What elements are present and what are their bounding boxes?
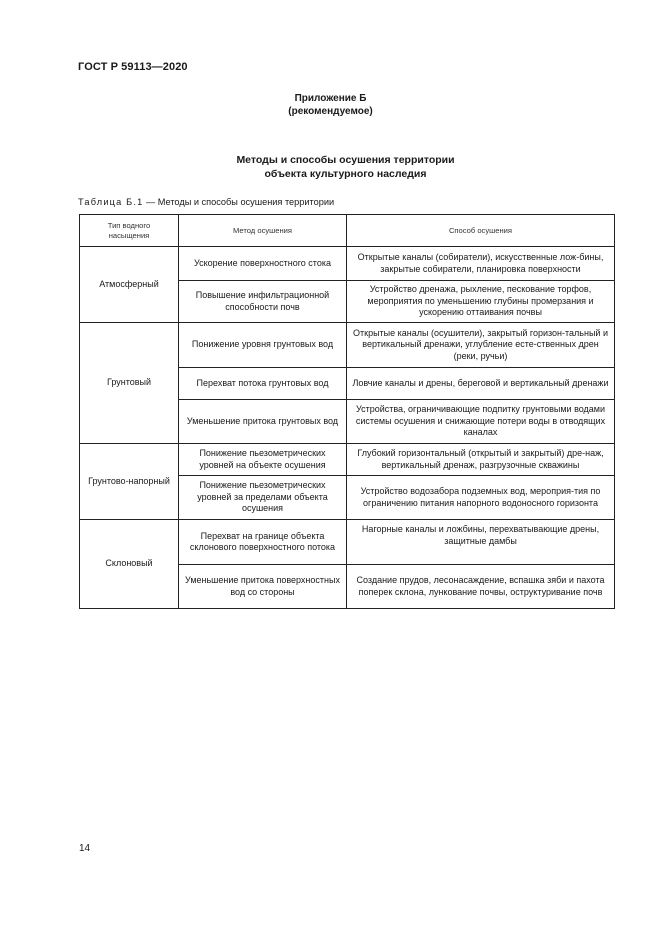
way-cell: Ловчие каналы и дрены, береговой и вертикальный дренажи <box>347 368 615 400</box>
document-header: ГОСТ Р 59113—2020 <box>78 61 188 73</box>
water-type-cell: Грунтово-напорный <box>80 444 179 520</box>
table-caption <box>78 197 334 207</box>
way-cell: Открытые каналы (собиратели), искусственные лож-бины, закрытые собиратели, планировка поверхности <box>347 247 615 281</box>
annex-subtitle: (рекомендуемое) <box>288 106 373 117</box>
page-number: 14 <box>79 843 91 854</box>
annex-title: Приложение Б <box>294 93 367 104</box>
way-cell: Нагорные каналы и ложбины, перехватывающие дрены, защитные дамбы <box>347 520 615 565</box>
table-caption-label: Таблица Б.1 <box>78 197 144 207</box>
annex-heading <box>0 92 661 118</box>
water-type-cell: Склоновый <box>80 520 179 609</box>
water-type-cell: Атмосферный <box>80 247 179 323</box>
method-cell: Ускорение поверхностного стока <box>179 247 347 281</box>
header-type-line2: насыщения <box>108 230 150 240</box>
table-header-row <box>80 215 615 247</box>
way-cell: Устройства, ограничивающие подпитку грунтовыми водами системы осушения и снижающие потери воды в отводящих каналах <box>347 400 615 444</box>
table-caption-text: — Методы и способы осушения территории <box>143 197 335 207</box>
way-cell: Устройство дренажа, рыхление, пескование торфов, мероприятия по уменьшению глубины промерзания и ускорению оттаивания почвы <box>347 281 615 323</box>
section-title-line2: объекта культурного наследия <box>264 168 427 180</box>
table-row <box>80 247 615 281</box>
drainage-methods-table <box>79 214 615 609</box>
table-row <box>80 520 615 565</box>
method-cell: Уменьшение притока поверхностных вод со стороны <box>179 565 347 609</box>
method-cell: Перехват на границе объекта склонового поверхностного потока <box>179 520 347 565</box>
method-cell: Понижение уровня грунтовых вод <box>179 323 347 368</box>
method-cell: Понижение пьезометрических уровней на объекте осушения <box>179 444 347 476</box>
way-cell: Создание прудов, лесонасаждение, вспашка зяби и пахота поперек склона, лункование почвы, оструктуривание почв <box>347 565 615 609</box>
table-row <box>80 323 615 368</box>
way-cell: Глубокий горизонтальный (открытый и закрытый) дре-наж, вертикальный дренаж, разгрузочные скважины <box>347 444 615 476</box>
header-type-line1: Тип водного <box>107 220 151 230</box>
section-title-line1: Методы и способы осушения территории <box>236 154 455 166</box>
header-way: Способ осушения <box>347 215 615 247</box>
section-title <box>0 153 661 181</box>
method-cell: Повышение инфильтрационной способности почв <box>179 281 347 323</box>
method-cell: Перехват потока грунтовых вод <box>179 368 347 400</box>
way-cell: Устройство водозабора подземных вод, мероприя-тия по ограничению питания напорного водоносного горизонта <box>347 476 615 520</box>
method-cell: Понижение пьезометрических уровней за пределами объекта осушения <box>179 476 347 520</box>
water-type-cell: Грунтовый <box>80 323 179 444</box>
way-cell: Открытые каналы (осушители), закрытый горизон-тальный и вертикальный дренажи, углубление есте-ственных дрен (реки, ручьи) <box>347 323 615 368</box>
method-cell: Уменьшение притока грунтовых вод <box>179 400 347 444</box>
table-row <box>80 444 615 476</box>
header-method: Метод осушения <box>179 215 347 247</box>
header-type <box>80 215 179 247</box>
